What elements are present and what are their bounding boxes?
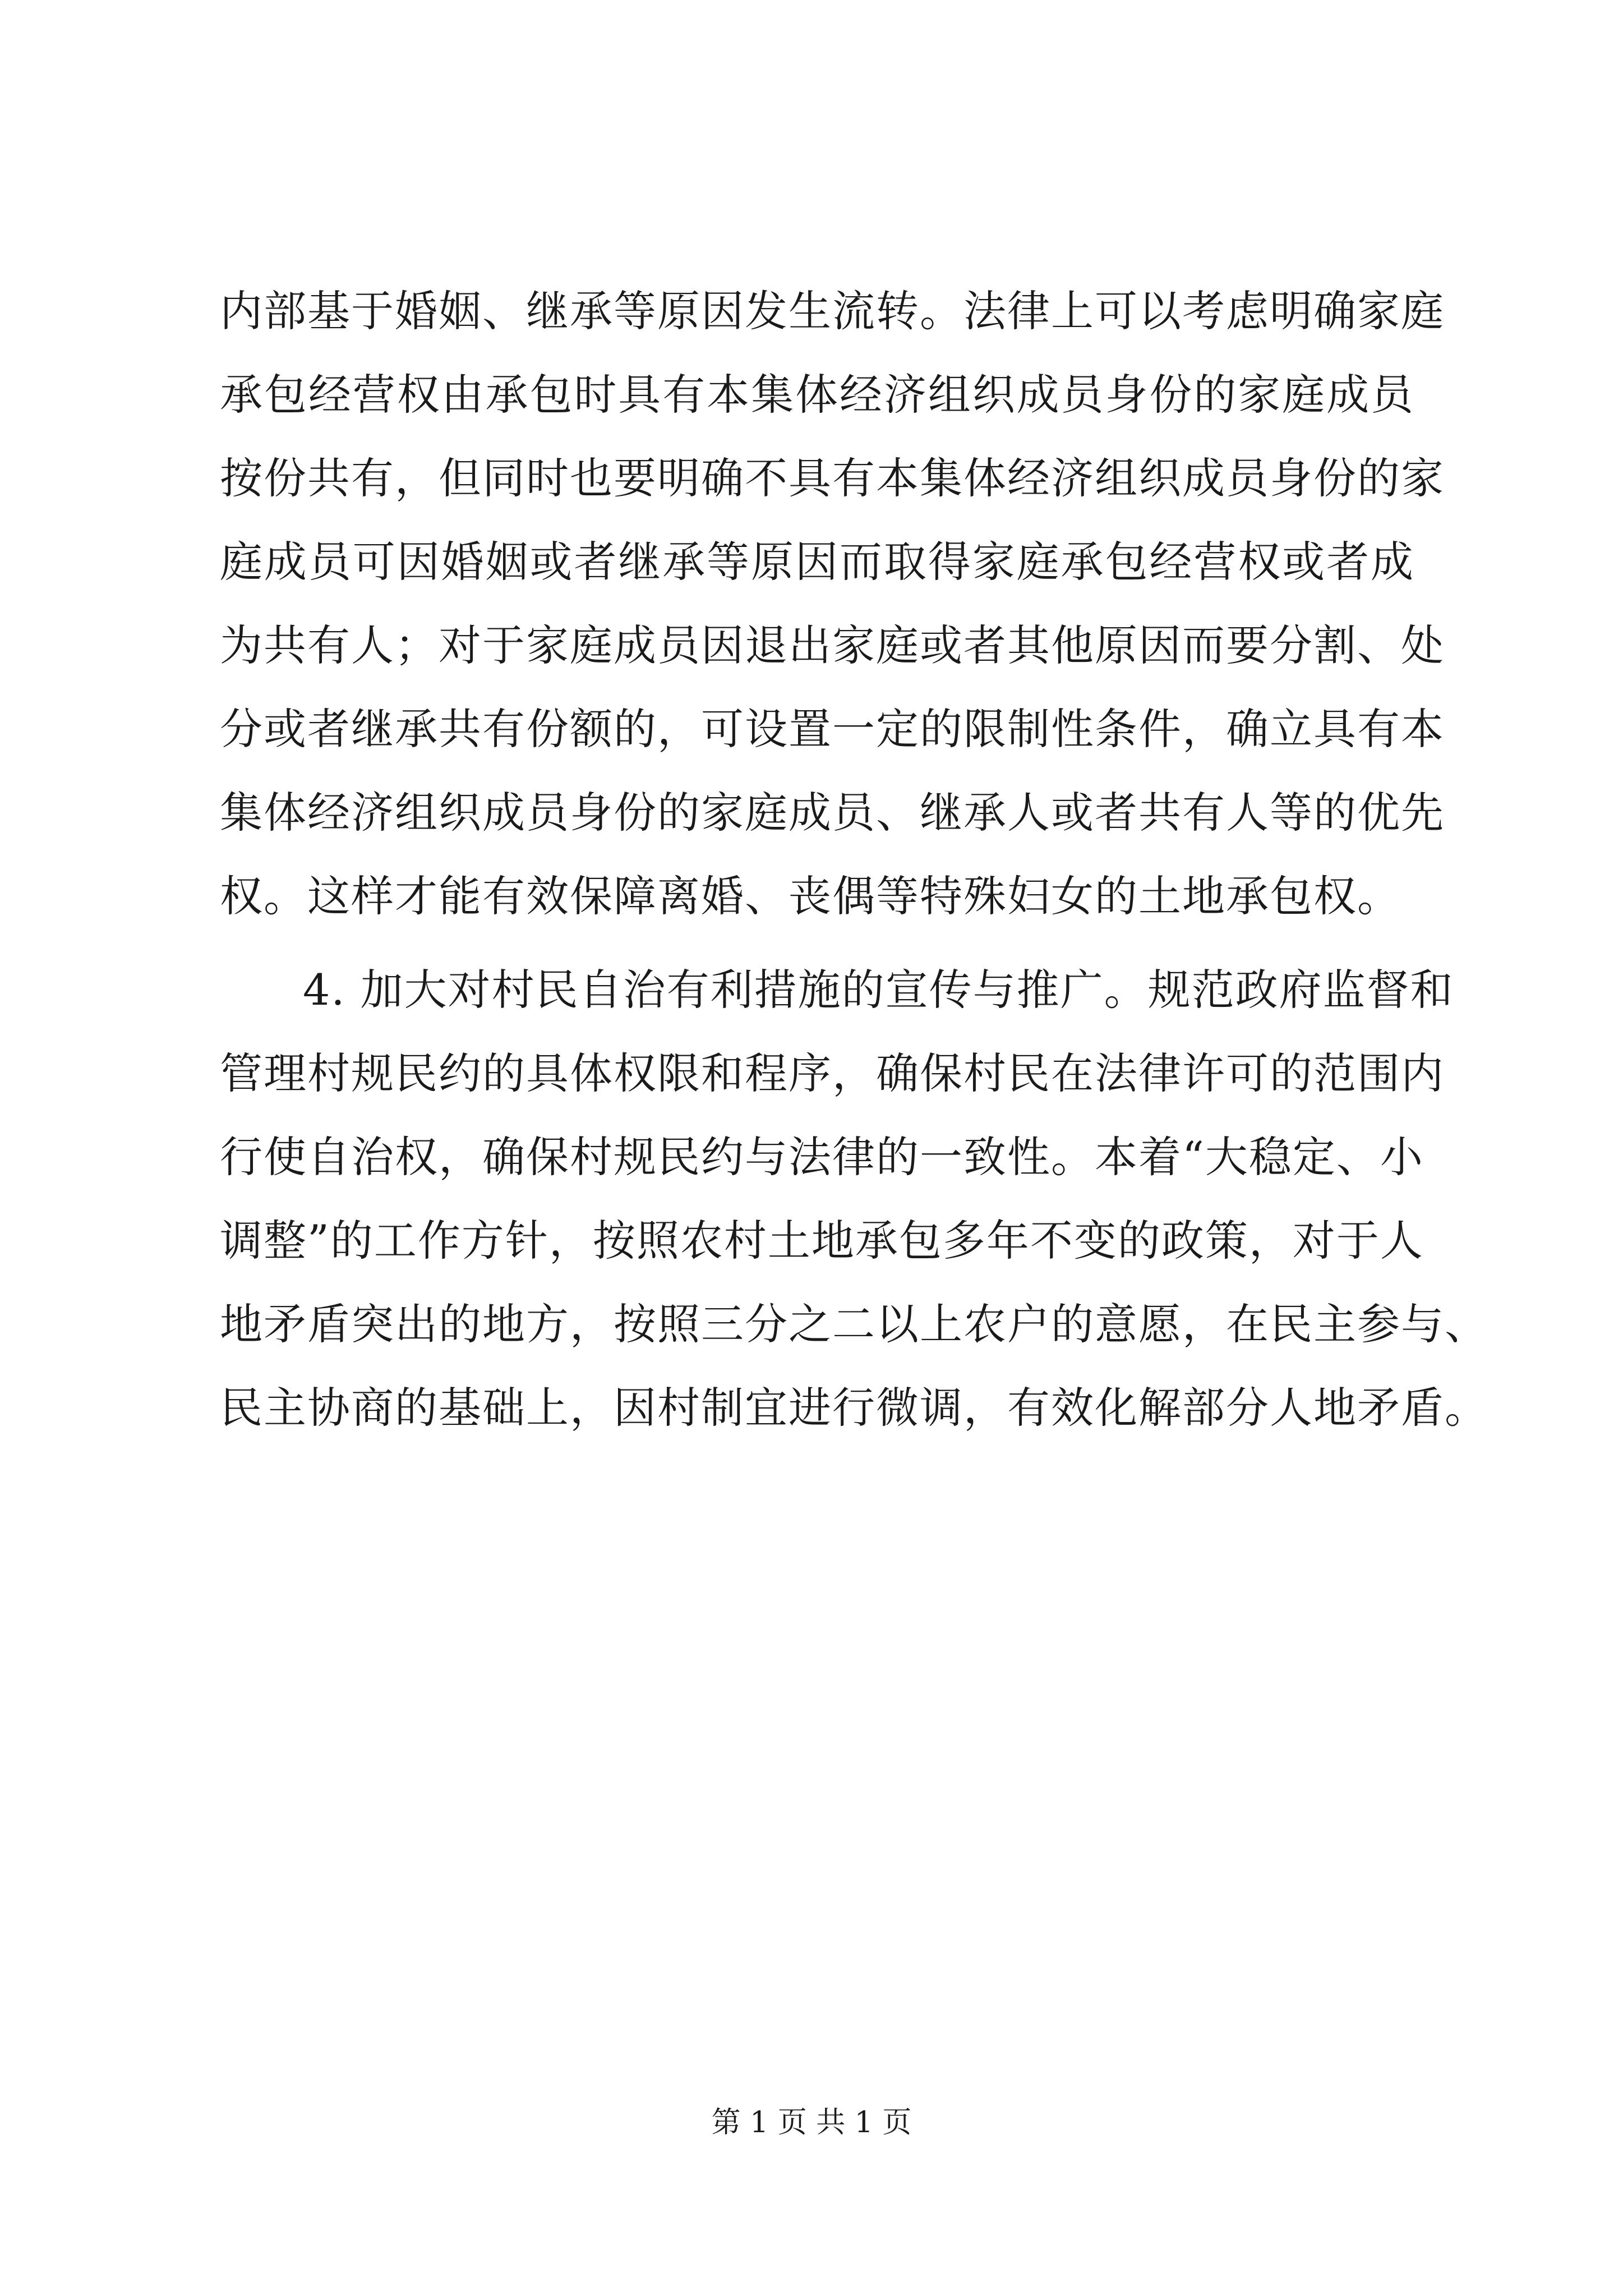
page-number-label: 第 1 页 共 1 页 <box>711 2106 912 2139</box>
page-footer <box>0 2105 1623 2141</box>
text-line: 分或者继承共有份额的，可设置一定的限制性条件，确立具有本 <box>220 704 1445 754</box>
text-line: 为共有人；对于家庭成员因退出家庭或者其他原因而要分割、处 <box>220 620 1445 670</box>
text-line: 行使自治权，确保村规民约与法律的一致性。本着“大稳定、小 <box>220 1132 1424 1182</box>
text-line: 庭成员可因婚姻或者继承等原因而取得家庭承包经营权或者成 <box>220 537 1414 587</box>
paragraph-2 <box>220 948 1488 1450</box>
text-line: 调整”的工作方针，按照农村土地承包多年不变的政策，对于人 <box>220 1216 1424 1266</box>
text-line: 4. 加大对村民自治有利措施的宣传与推广。规范政府监督和 <box>303 965 1454 1015</box>
text-line: 集体经济组织成员身份的家庭成员、继承人或者共有人等的优先 <box>220 788 1445 838</box>
paragraph-1 <box>220 269 1445 938</box>
document-body <box>220 269 1488 1450</box>
text-line: 管理村规民约的具体权限和程序，确保村民在法律许可的范围内 <box>220 1048 1445 1098</box>
text-line: 按份共有，但同时也要明确不具有本集体经济组织成员身份的家 <box>220 453 1445 503</box>
text-line: 地矛盾突出的地方，按照三分之二以上农户的意愿，在民主参与、 <box>220 1299 1488 1349</box>
text-line: 承包经营权由承包时具有本集体经济组织成员身份的家庭成员 <box>220 370 1414 420</box>
text-line: 民主协商的基础上，因村制宜进行微调，有效化解部分人地矛盾。 <box>220 1383 1488 1433</box>
text-line: 权。这样才能有效保障离婚、丧偶等特殊妇女的土地承包权。 <box>220 871 1401 921</box>
text-line: 内部基于婚姻、继承等原因发生流转。法律上可以考虑明确家庭 <box>220 286 1445 336</box>
paragraph-spacer <box>220 938 1414 948</box>
